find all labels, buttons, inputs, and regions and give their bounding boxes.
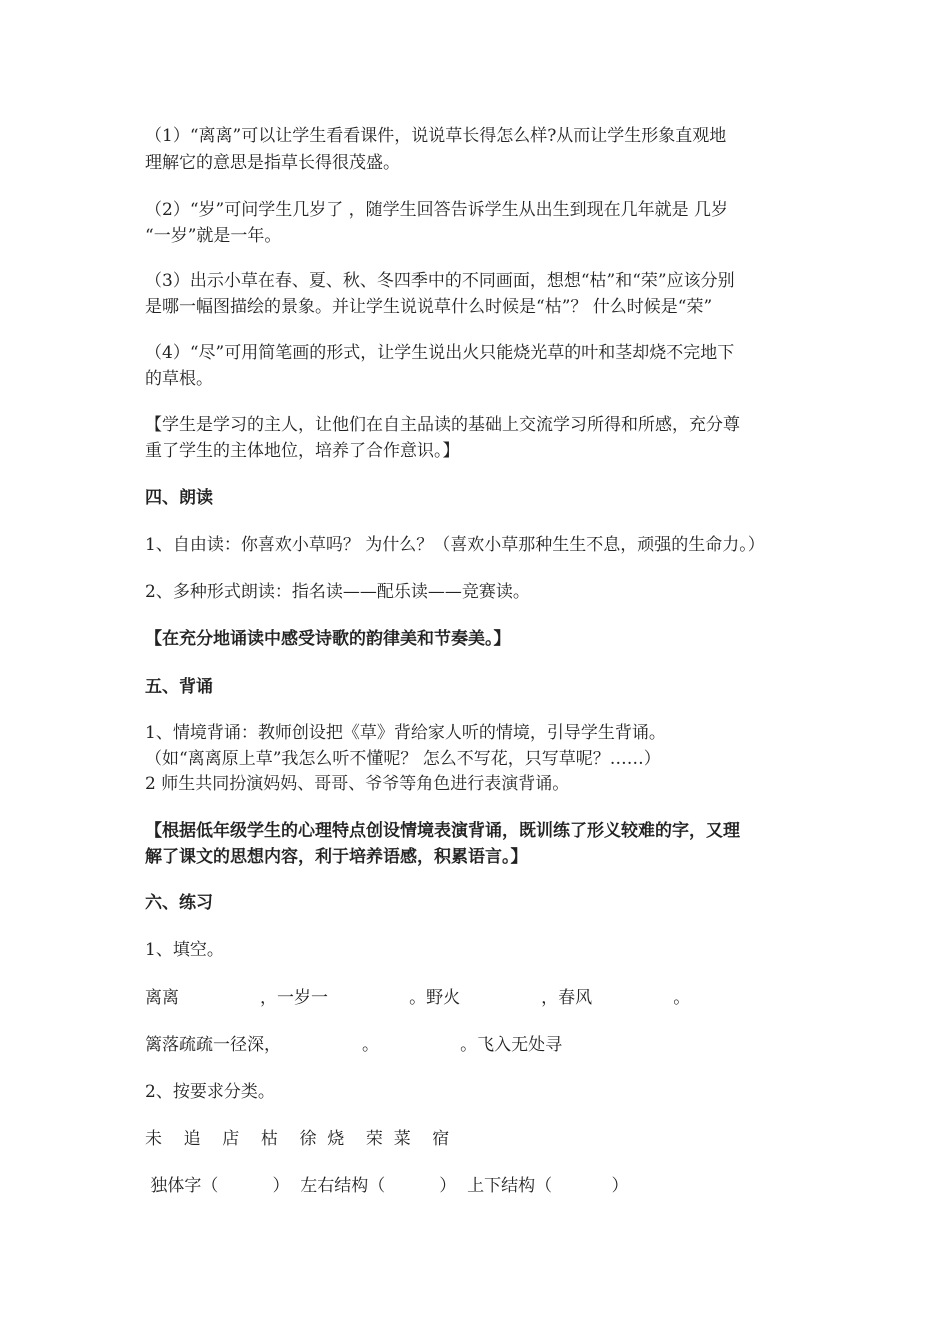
- exercise-2-prompt: 2、按要求分类。: [145, 1082, 275, 1102]
- section-6-heading: 六、练习: [145, 893, 213, 913]
- section-5-item-1-example: （如“离离原上草”我怎么听不懂呢？ 怎么不写花，只写草呢？……）: [145, 749, 661, 769]
- section-5-item-2: 2 师生共同扮演妈妈、哥哥、爷爷等角色进行表演背诵。: [145, 774, 570, 794]
- note-2-line-1: （2）“岁”可问学生几岁了 ，随学生回答告诉学生从出生到现在几年就是 几岁: [145, 200, 729, 220]
- section-4-heading: 四、朗读: [145, 488, 213, 508]
- note-3-line-2: 是哪一幅图描绘的景象。并让学生说说草什么时候是“枯”？ 什么时候是“荣”: [145, 297, 713, 317]
- section-5-item-1: 1、情境背诵：教师创设把《草》背给家人听的情境，引导学生背诵。: [145, 723, 666, 743]
- note-1-line-2: 理解它的意思是指草长得很茂盛。: [145, 153, 400, 173]
- section-4-item-2: 2、多种形式朗读：指名读——配乐读——竞赛读。: [145, 582, 530, 602]
- section-5-comment-line-2: 解了课文的思想内容，利于培养语感，积累语言。】: [145, 847, 528, 867]
- exercise-1-prompt: 1、填空。: [145, 940, 224, 960]
- note-1-line-1: （1）“离离”可以让学生看看课件，说说草长得怎么样?从而让学生形象直观地: [145, 126, 727, 146]
- note-3-line-1: （3）出示小草在春、夏、秋、冬四季中的不同画面，想想“枯”和“荣”应该分别: [145, 271, 735, 291]
- exercise-1-fill-line-1: 离离 ，一岁一 。野火 ，春风 。: [145, 988, 691, 1008]
- note-4-line-2: 的草根。: [145, 369, 213, 389]
- section-5-heading: 五、背诵: [145, 677, 213, 697]
- exercise-2-categories: 独体字（ ） 左右结构（ ） 上下结构（ ）: [145, 1176, 629, 1196]
- comment-1-line-2: 重了学生的主体地位，培养了合作意识。】: [145, 441, 460, 461]
- note-4-line-1: （4）“尽”可用简笔画的形式，让学生说出火只能烧光草的叶和茎却烧不完地下: [145, 343, 735, 363]
- section-4-item-1: 1、自由读：你喜欢小草吗？ 为什么？（喜欢小草那种生生不息，顽强的生命力。）: [145, 535, 765, 555]
- exercise-2-characters: 未 追 店 枯 徐 烧 荣 菜 宿: [145, 1129, 450, 1149]
- section-4-comment: 【在充分地诵读中感受诗歌的韵律美和节奏美。】: [145, 629, 511, 649]
- note-2-line-2: “一岁”就是一年。: [145, 226, 282, 246]
- exercise-1-fill-line-2: 篱落疏疏一径深， 。 。飞入无处寻: [145, 1035, 563, 1055]
- comment-1-line-1: 【学生是学习的主人，让他们在自主品读的基础上交流学习所得和所感，充分尊: [145, 415, 740, 435]
- section-5-comment-line-1: 【根据低年级学生的心理特点创设情境表演背诵，既训练了形义较难的字，又理: [145, 821, 740, 841]
